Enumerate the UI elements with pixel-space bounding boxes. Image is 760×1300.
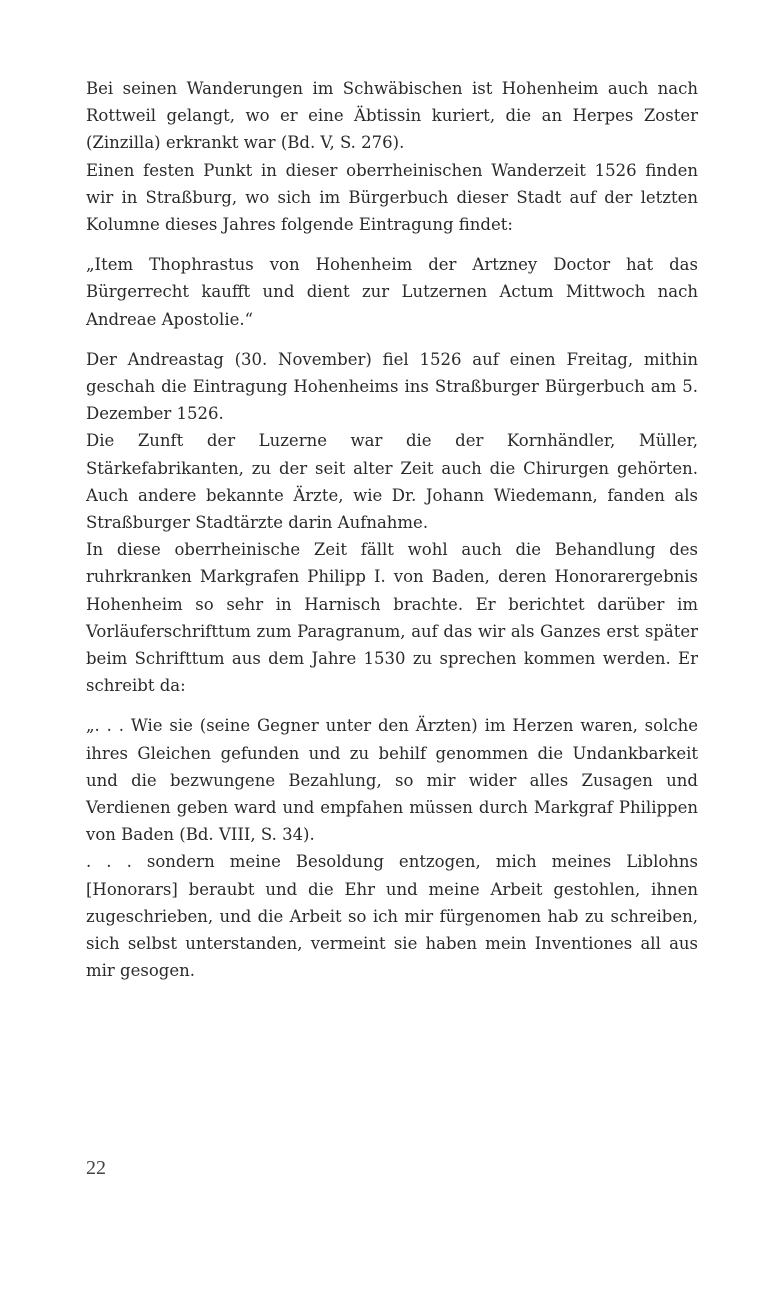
quote-buergerbuch: „Item Thophrastus von Hohenheim der Artzney Doctor hat das Bürgerrecht kaufft und dient zur Lutzernen Actum Mittwoch nach Andreae Apostolie.“ <box>86 255 698 329</box>
quote-paragranum: „. . . Wie sie (seine Gegner unter den Ärzten) im Herzen waren, solche ihres Gleichen gefunden und zu behilf genommen die Undankbarkeit und die bezwungene Bezahlung, so mir wider alles Zusagen und Verdienen geben ward und empfahen müssen durch Markgraf Philippen von Baden (Bd. VIII, S. 34). <box>86 716 698 845</box>
page-number: 22 <box>86 1157 106 1179</box>
paragraph-andreastag: Der Andreastag (30. November) fiel 1526 auf einen Freitag, mithin geschah die Eintragung Hohenheims ins Straßburger Bürgerbuch am 5. Dezember 1526. <box>86 349 698 424</box>
paragraph-markgraf: In diese oberrheinische Zeit fällt wohl auch die Behandlung des ruhrkranken Markgrafen Philipp I. von Baden, deren Honorarergebnis Hohenheim so sehr in Harnisch brachte. Er berichtet darüber im Vorläuferschrifttum zum Paragranum, auf das wir als Ganzes erst später beim Schrifttum aus dem Jahre 1530 zu sprechen kommen werden. Er schreibt da: <box>86 540 698 696</box>
paragraph-zunft: Die Zunft der Luzerne war die der Kornhändler, Müller, Stärkefabrikanten, zu der seit alter Zeit auch die Chirurgen gehörten. Auch andere bekannte Ärzte, wie Dr. Johann Wiedemann, fanden als Straßburger Stadtärzte darin Aufnahme. <box>86 431 698 533</box>
paragraph-rottweil: Bei seinen Wanderungen im Schwäbischen ist Hohenheim auch nach Rottweil gelangt, wo er eine Äbtissin kuriert, die an Herpes Zoster (Zinzilla) erkrankt war (Bd. V, S. 276). <box>86 79 698 153</box>
paragraph-strassburg: Einen festen Punkt in dieser oberrheinischen Wanderzeit 1526 finden wir in Straßburg, wo sich im Bürgerbuch dieser Stadt auf der letzten Kolumne dieses Jahres folgende Eintragung findet: <box>86 160 698 235</box>
quote-besoldung: . . . sondern meine Besoldung entzogen, mich meines Liblohns [Honorars] beraubt und die Ehr und meine Arbeit gestohlen, ihnen zugeschrieben, und die Arbeit so ich mir fürgenomen hab zu schreiben, sich selbst unterstanden, vermeint sie haben mein Inventiones all aus mir gesogen. <box>86 852 698 981</box>
body-text <box>86 75 698 985</box>
